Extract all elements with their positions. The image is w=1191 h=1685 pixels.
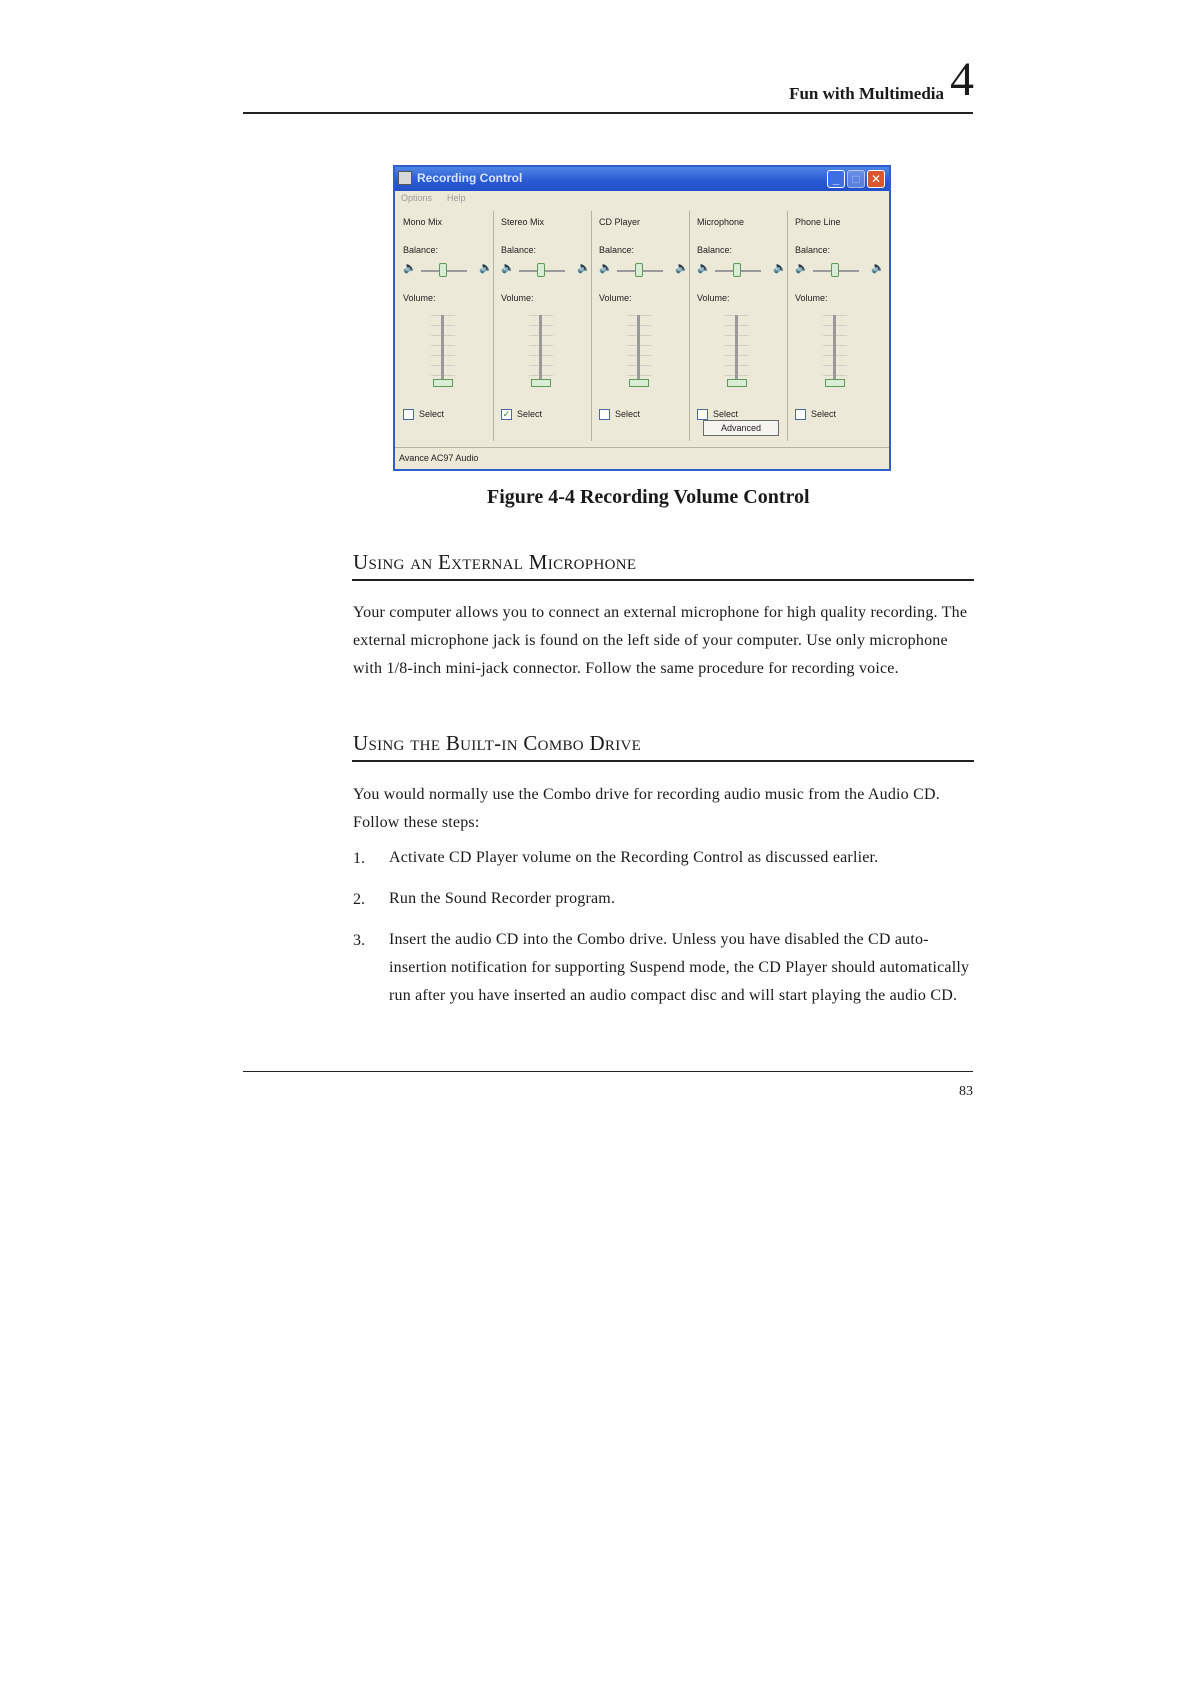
balance-slider-thumb[interactable] <box>733 263 741 277</box>
volume-label: Volume: <box>403 293 436 303</box>
menu-bar <box>395 191 889 207</box>
section-rule <box>352 579 974 581</box>
section-rule <box>352 760 974 762</box>
section-body-combo-drive: You would normally use the Combo drive for recording audio music from the Audio CD. Follow these steps: <box>353 786 940 831</box>
menu-help[interactable]: Help <box>447 193 466 203</box>
balance-label: Balance: <box>795 245 831 255</box>
running-header-title: Fun with Multimedia <box>789 84 944 103</box>
select-checkbox[interactable] <box>697 409 708 420</box>
channel-name: Stereo Mix <box>501 217 545 227</box>
section-heading-external-microphone: Using an External Microphone <box>353 550 637 574</box>
channel-mono-mix <box>395 211 494 441</box>
speaker-app-icon <box>398 171 412 185</box>
channel-name: Mono Mix <box>403 217 443 227</box>
channel-name: Phone Line <box>795 217 841 227</box>
volume-label: Volume: <box>795 293 828 303</box>
volume-slider-track[interactable] <box>539 315 542 385</box>
volume-slider-track[interactable] <box>441 315 444 385</box>
volume-slider-thumb[interactable] <box>629 379 649 387</box>
volume-label: Volume: <box>697 293 730 303</box>
status-text: Avance AC97 Audio <box>399 453 479 463</box>
select-label[interactable]: Select <box>419 409 445 419</box>
channel-name: CD Player <box>599 217 641 227</box>
page-number: 83 <box>959 1084 973 1099</box>
volume-slider-thumb[interactable] <box>433 379 453 387</box>
speaker-right-icon: 🔈 <box>577 262 591 274</box>
select-label[interactable]: Select <box>615 409 641 419</box>
speaker-right-icon: 🔈 <box>675 262 689 274</box>
speaker-left-icon: 🔈 <box>599 262 613 274</box>
speaker-right-icon: 🔈 <box>479 262 493 274</box>
title-bar[interactable] <box>395 167 889 191</box>
header-rule <box>243 112 973 114</box>
volume-slider-thumb[interactable] <box>825 379 845 387</box>
channel-phone-line <box>787 211 885 441</box>
volume-label: Volume: <box>501 293 534 303</box>
select-checkbox[interactable] <box>795 409 806 420</box>
list-number: 2. <box>353 891 365 908</box>
list-number: 1. <box>353 850 365 867</box>
channel-cd-player <box>591 211 690 441</box>
volume-slider-thumb[interactable] <box>531 379 551 387</box>
speaker-right-icon: 🔈 <box>773 262 787 274</box>
figure-caption: Figure 4-4 Recording Volume Control <box>487 486 810 508</box>
speaker-left-icon: 🔈 <box>795 262 809 274</box>
list-item: Run the Sound Recorder program. <box>389 890 616 907</box>
channel-stereo-mix <box>493 211 592 441</box>
volume-slider-track[interactable] <box>833 315 836 385</box>
balance-slider-thumb[interactable] <box>537 263 545 277</box>
window-title: Recording Control <box>417 171 523 185</box>
balance-label: Balance: <box>403 245 439 255</box>
volume-slider-track[interactable] <box>735 315 738 385</box>
list-number: 3. <box>353 932 365 949</box>
balance-slider-thumb[interactable] <box>635 263 643 277</box>
speaker-right-icon: 🔈 <box>871 262 885 274</box>
balance-label: Balance: <box>697 245 733 255</box>
speaker-left-icon: 🔈 <box>501 262 515 274</box>
status-bar <box>395 447 889 470</box>
speaker-left-icon: 🔈 <box>697 262 711 274</box>
channel-name: Microphone <box>697 217 745 227</box>
volume-slider-thumb[interactable] <box>727 379 747 387</box>
advanced-button[interactable]: Advanced <box>703 420 779 436</box>
recording-control-window <box>393 165 891 471</box>
select-checkbox[interactable] <box>403 409 414 420</box>
maximize-button[interactable]: □ <box>847 170 865 188</box>
close-button[interactable]: ✕ <box>867 170 885 188</box>
minimize-button[interactable]: _ <box>827 170 845 188</box>
channel-microphone <box>689 211 788 441</box>
select-label[interactable]: Select <box>713 409 739 419</box>
balance-slider-thumb[interactable] <box>831 263 839 277</box>
menu-options[interactable]: Options <box>401 193 433 203</box>
volume-slider-track[interactable] <box>637 315 640 385</box>
balance-slider-thumb[interactable] <box>439 263 447 277</box>
select-label[interactable]: Select <box>517 409 543 419</box>
select-label[interactable]: Select <box>811 409 837 419</box>
footer-rule <box>243 1071 973 1072</box>
list-item: Activate CD Player volume on the Recording Control as discussed earlier. <box>389 849 879 866</box>
select-checkbox[interactable]: ✓ <box>502 409 511 419</box>
list-item: Insert the audio CD into the Combo drive. Unless you have disabled the CD auto-insertion notification for supporting Suspend mode, the CD Player should automatically run after you have inserted an audio compact disc and will start playing the audio CD. <box>389 931 970 1004</box>
volume-label: Volume: <box>599 293 632 303</box>
balance-label: Balance: <box>599 245 635 255</box>
select-checkbox[interactable] <box>599 409 610 420</box>
chapter-number: 4 <box>950 53 974 106</box>
section-heading-combo-drive: Using the Built-in Combo Drive <box>353 731 642 755</box>
balance-label: Balance: <box>501 245 537 255</box>
section-body-external-microphone: Your computer allows you to connect an external microphone for high quality recording. The external microphone jack is found on the left side of your computer. Use only microphone with 1/8-inch mini-jack connector. Follow the same procedure for recording voice. <box>353 604 968 677</box>
speaker-left-icon: 🔈 <box>403 262 417 274</box>
